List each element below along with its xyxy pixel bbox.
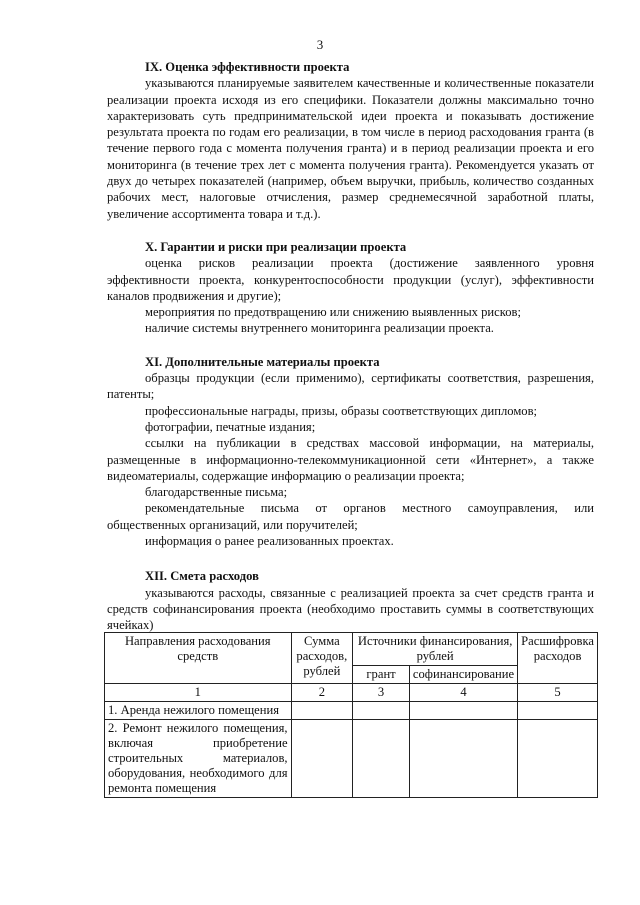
column-number: 2 [291, 684, 353, 702]
row-label: 2. Ремонт нежилого помещения, включая приобретение строительных материалов, оборудования, необходимого для ремонта помещения [105, 720, 292, 798]
column-number: 5 [518, 684, 598, 702]
row-label: 1. Аренда нежилого помещения [105, 702, 292, 720]
empty-cell [291, 702, 353, 720]
column-number: 3 [353, 684, 410, 702]
section-11-item: информация о ранее реализованных проектах. [145, 534, 394, 549]
table-row [105, 702, 598, 720]
section-11-item: профессиональные награды, призы, образы соответствующих дипломов; [145, 403, 538, 418]
table-header-row [105, 633, 598, 666]
column-number: 1 [105, 684, 292, 702]
table-row [105, 720, 598, 798]
section-11-item: благодарственные письма; [145, 485, 288, 500]
empty-cell [518, 702, 598, 720]
empty-cell [353, 720, 410, 798]
section-11-item: фотографии, печатные издания; [145, 419, 316, 434]
section-9-heading: IX. Оценка эффективности проекта [145, 60, 350, 74]
document-body [107, 59, 594, 634]
header-sum: Сумма расходов, рублей [291, 633, 353, 684]
section-10-heading: X. Гарантии и риски при реализации проекта [145, 239, 407, 254]
section-10-item: наличие системы внутреннего мониторинга реализации проекта. [145, 321, 494, 336]
empty-cell [409, 702, 517, 720]
expense-table [104, 632, 598, 798]
header-cofinancing: софинансирование [409, 666, 517, 684]
header-breakdown: Расшифровка расходов [518, 633, 598, 684]
column-number: 4 [409, 684, 517, 702]
table-number-row [105, 684, 598, 702]
header-grant: грант [353, 666, 410, 684]
page-number: 3 [316, 37, 324, 52]
section-10-item: оценка рисков реализации проекта (достижение заявленного уровня эффективности проекта, конкурентоспособности продукции (услуг), эффективности каналов продвижения и другие); [107, 256, 594, 303]
section-11-heading: XI. Дополнительные материалы проекта [145, 354, 380, 369]
header-direction: Направления расходования средств [105, 633, 292, 684]
empty-cell [291, 720, 353, 798]
section-11-item: рекомендательные письма от органов местного самоуправления, или общественных организаций, или поручителей; [107, 501, 594, 532]
header-sources: Источники финансирования, рублей [353, 633, 518, 666]
section-11-item: образцы продукции (если применимо), сертификаты соответствия, разрешения, патенты; [107, 371, 594, 402]
section-10-item: мероприятия по предотвращению или снижению выявленных рисков; [145, 305, 521, 320]
empty-cell [409, 720, 517, 798]
section-9-text: указываются планируемые заявителем качественные и количественные показатели реализации проекта исходя из его специфики. Показатели должны максимально точно характеризовать суть предпринимательской идеи проекта и показывать достижение результата проекта по годам его реализации, в том числе в период расходования гранта (в течение первого года с момента получения гранта) и в период реализации проекта и его мониторинга (в течение трех лет с момента получения гранта). Рекомендуется указать от двух до четырех показателей (например, объем выручки, прибыль, количество созданных рабочих мест, налоговые отчисления, размер среднемесячной заработной платы, увеличение ассортимента товара и т.д.). [107, 76, 594, 221]
section-12-text: указываются расходы, связанные с реализацией проекта за счет средств гранта и средств софинансирования проекта (необходимо проставить суммы в соответствующих ячейках) [107, 585, 594, 633]
section-11-item: ссылки на публикации в средствах массовой информации, на материалы, размещенные в информационно-телекоммуникационной сети «Интернет», а также видеоматериалы, содержащие информацию о реализации проекта; [107, 436, 594, 483]
empty-cell [518, 720, 598, 798]
section-12-heading: XII. Смета расходов [145, 569, 259, 584]
empty-cell [353, 702, 410, 720]
